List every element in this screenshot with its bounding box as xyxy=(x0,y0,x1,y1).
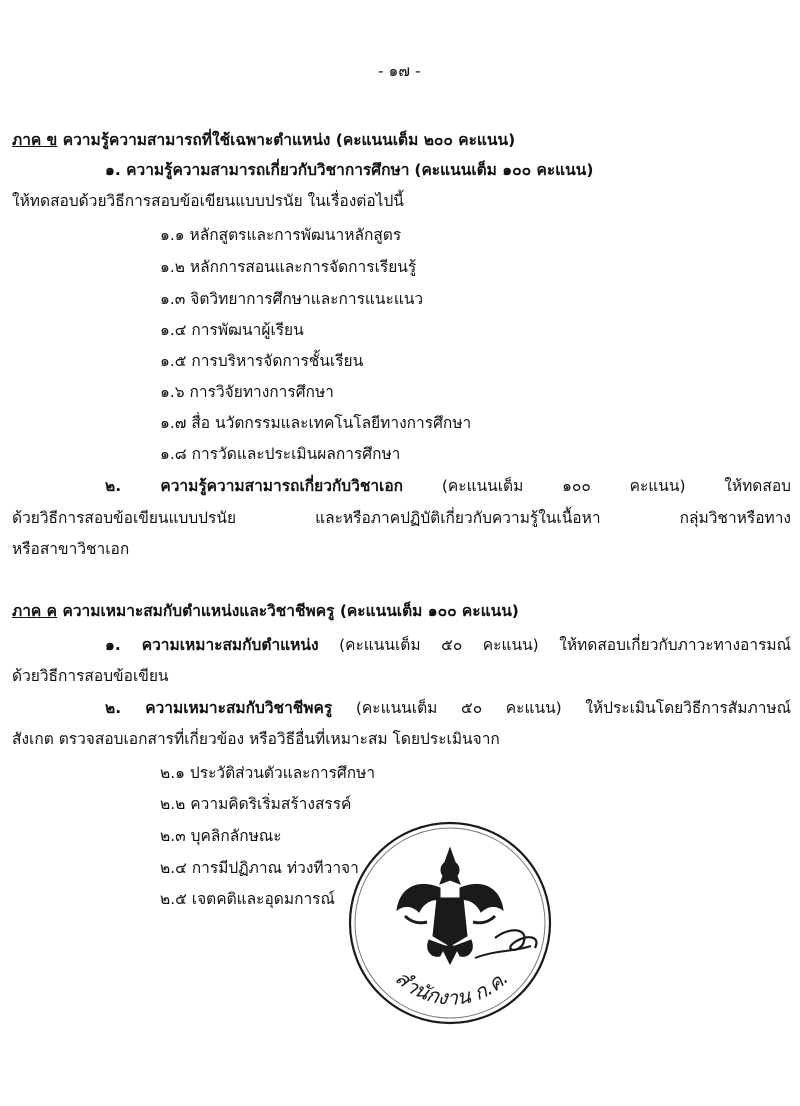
section-b-item2 xyxy=(105,475,791,497)
section-c-item1-line2: ด้วยวิธีการสอบข้อเขียน xyxy=(12,667,169,685)
section-b-item2-heading: ๒. ความรู้ความสามารถเกี่ยวกับวิชาเอก xyxy=(105,477,404,495)
seal-text xyxy=(391,965,513,1009)
list-item: ๑.๒ หลักการสอนและการจัดการเรียนรู้ xyxy=(160,258,417,276)
section-b-item1 xyxy=(105,159,593,181)
list-item: ๑.๖ การวิจัยทางการศึกษา xyxy=(160,383,334,401)
section-c-label: ภาค ค xyxy=(12,602,58,620)
section-c-item2-rest: (คะแนนเต็ม ๕๐ คะแนน) ให้ประเมินโดยวิธีการสัมภาษณ์ xyxy=(355,699,791,717)
section-b-item1-heading: ๑. ความรู้ความสามารถเกี่ยวกับวิชาการศึกษา xyxy=(105,161,410,179)
section-b-item2-rest: (คะแนนเต็ม ๑๐๐ คะแนน) ให้ทดสอบ xyxy=(441,477,791,495)
section-c-heading xyxy=(12,600,519,622)
list-item: ๑.๗ สื่อ นวัตกรรมและเทคโนโลยีทางการศึกษา xyxy=(160,414,472,432)
section-c-item1-heading: ๑. ความเหมาะสมกับตำแหน่ง xyxy=(105,636,319,654)
list-item: ๑.๑ หลักสูตรและการพัฒนาหลักสูตร xyxy=(160,226,402,244)
section-c-title: ความเหมาะสมกับตำแหน่งและวิชาชีพครู (คะแนนเต็ม ๑๐๐ คะแนน) xyxy=(62,602,519,620)
section-c-item1-rest: (คะแนนเต็ม ๕๐ คะแนน) ให้ทดสอบเกี่ยวกับภาวะทางอารมณ์ xyxy=(339,636,791,654)
section-c-item1 xyxy=(105,634,791,656)
section-b-item1-instruction: ให้ทดสอบด้วยวิธีการสอบข้อเขียนแบบปรนัย ในเรื่องต่อไปนี้ xyxy=(12,192,404,210)
section-b-item1-score: (คะแนนเต็ม ๑๐๐ คะแนน) xyxy=(414,161,594,179)
list-item: ๑.๓ จิตวิทยาการศึกษาและการแนะแนว xyxy=(160,290,424,308)
section-c-item2 xyxy=(105,697,791,719)
section-b-item2-line2: ด้วยวิธีการสอบข้อเขียนแบบปรนัย และหรือภาคปฏิบัติเกี่ยวกับความรู้ในเนื้อหา กลุ่มวิชาหรือทาง xyxy=(12,509,791,527)
list-item: ๑.๕ การบริหารจัดการชั้นเรียน xyxy=(160,352,364,370)
section-c-item2-heading: ๒. ความเหมาะสมกับวิชาชีพครู xyxy=(105,699,333,717)
list-item: ๒.๒ ความคิดริเริ่มสร้างสรรค์ xyxy=(160,795,352,813)
section-b-heading xyxy=(12,129,515,151)
list-item: ๑.๔ การพัฒนาผู้เรียน xyxy=(160,321,304,339)
section-b-item2-line3: หรือสาขาวิชาเอก xyxy=(12,540,130,558)
official-seal xyxy=(345,818,555,1028)
list-item: ๒.๔ การมีปฏิภาณ ท่วงทีวาจา xyxy=(160,859,359,877)
list-item: ๒.๑ ประวัติส่วนตัวและการศึกษา xyxy=(160,764,376,782)
page-number: - ๑๗ - xyxy=(378,62,421,80)
section-b-label: ภาค ข xyxy=(12,131,58,149)
list-item: ๑.๘ การวัดและประเมินผลการศึกษา xyxy=(160,445,401,463)
garuda-emblem-icon xyxy=(397,848,536,964)
seal-text-path: สำนักงาน ก.ค. xyxy=(391,965,513,1010)
list-item: ๒.๕ เจตคติและอุดมการณ์ xyxy=(160,890,335,908)
section-b-title: ความรู้ความสามารถที่ใช้เฉพาะตำแหน่ง (คะแนนเต็ม ๒๐๐ คะแนน) xyxy=(62,131,516,149)
list-item: ๒.๓ บุคลิกลักษณะ xyxy=(160,827,282,845)
section-c-item2-line2: สังเกต ตรวจสอบเอกสารที่เกี่ยวข้อง หรือวิธีอื่นที่เหมาะสม โดยประเมินจาก xyxy=(12,730,500,748)
